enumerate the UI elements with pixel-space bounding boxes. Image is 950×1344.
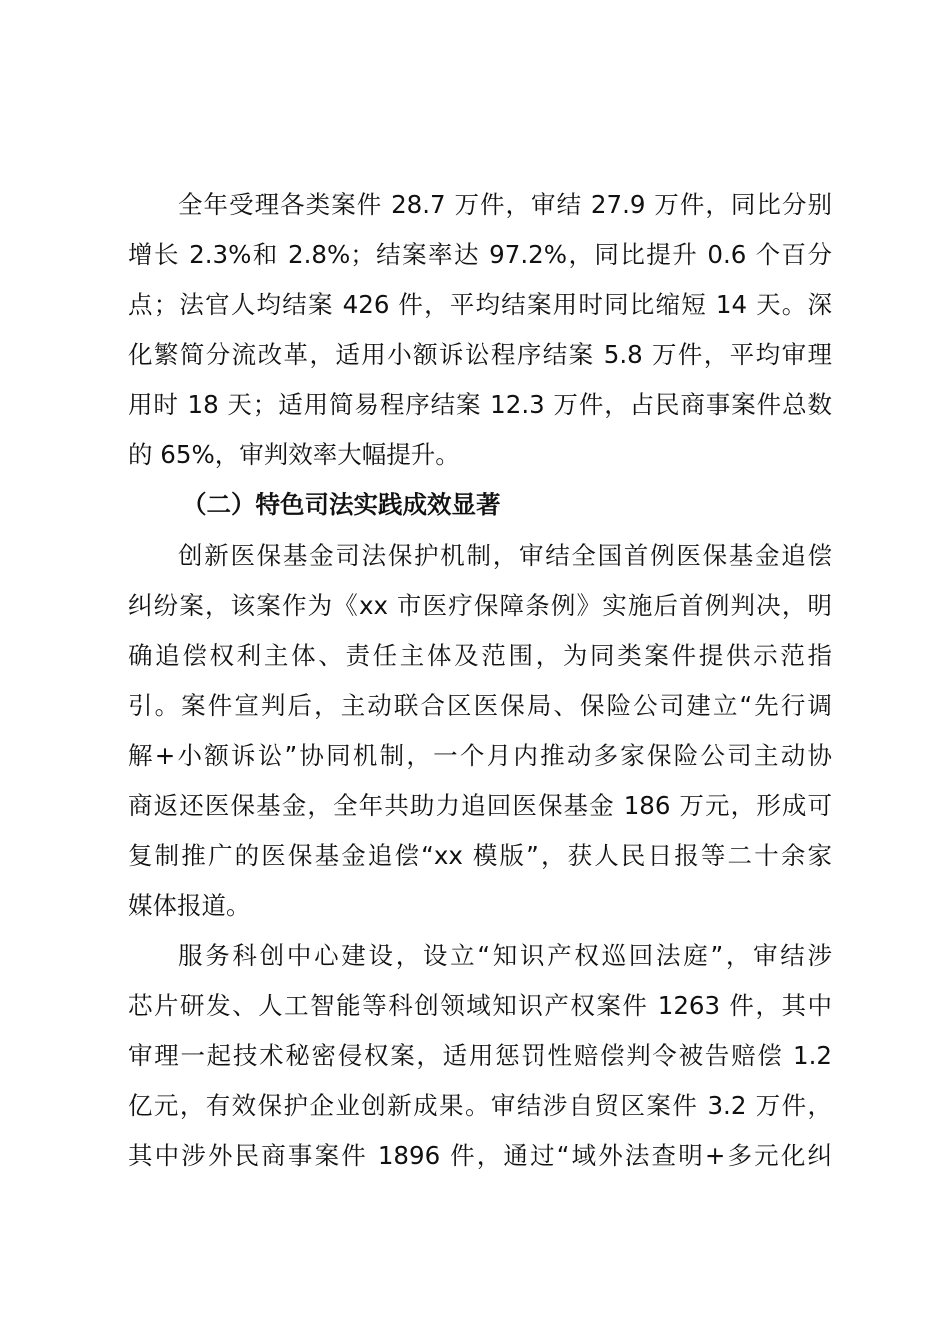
text-line: 审理一起技术秘密侵权案，适用惩罚性赔偿判令被告赔偿 1.2: [128, 1041, 832, 1070]
text-line: 增长 2.3%和 2.8%；结案率达 97.2%，同比提升 0.6 个百分: [128, 240, 832, 269]
text-line: 其中涉外民商事案件 1896 件，通过“域外法查明+多元化纠: [128, 1141, 832, 1170]
text-line: 媒体报道。: [128, 891, 251, 920]
text-line: 引。案件宣判后，主动联合区医保局、保险公司建立“先行调: [128, 691, 832, 720]
text-line: 确追偿权利主体、责任主体及范围，为同类案件提供示范指: [128, 641, 832, 670]
text-line: 亿元，有效保护企业创新成果。审结涉自贸区案件 3.2 万件，: [128, 1091, 832, 1120]
text-line: 芯片研发、人工智能等科创领域知识产权案件 1263 件，其中: [128, 991, 832, 1020]
text-line: 的 65%，审判效率大幅提升。: [128, 440, 460, 469]
text-line: 解+小额诉讼”协同机制，一个月内推动多家保险公司主动协: [128, 741, 832, 770]
text-line: 复制推广的医保基金追偿“xx 模版”，获人民日报等二十余家: [128, 841, 832, 870]
text-line: 服务科创中心建设，设立“知识产权巡回法庭”，审结涉: [178, 941, 832, 970]
text-line: 化繁简分流改革，适用小额诉讼程序结案 5.8 万件，平均审理: [128, 340, 832, 369]
text-line: 纠纷案，该案作为《xx 市医疗保障条例》实施后首例判决，明: [128, 591, 832, 620]
text-line: 创新医保基金司法保护机制，审结全国首例医保基金追偿: [178, 541, 832, 570]
text-line: 全年受理各类案件 28.7 万件，审结 27.9 万件，同比分别: [178, 190, 832, 219]
text-line: 商返还医保基金，全年共助力追回医保基金 186 万元，形成可: [128, 791, 832, 820]
section-heading: （二）特色司法实践成效显著: [182, 490, 501, 519]
text-line: 点；法官人均结案 426 件，平均结案用时同比缩短 14 天。深: [128, 290, 832, 319]
text-line: 用时 18 天；适用简易程序结案 12.3 万件，占民商事案件总数: [128, 390, 832, 419]
